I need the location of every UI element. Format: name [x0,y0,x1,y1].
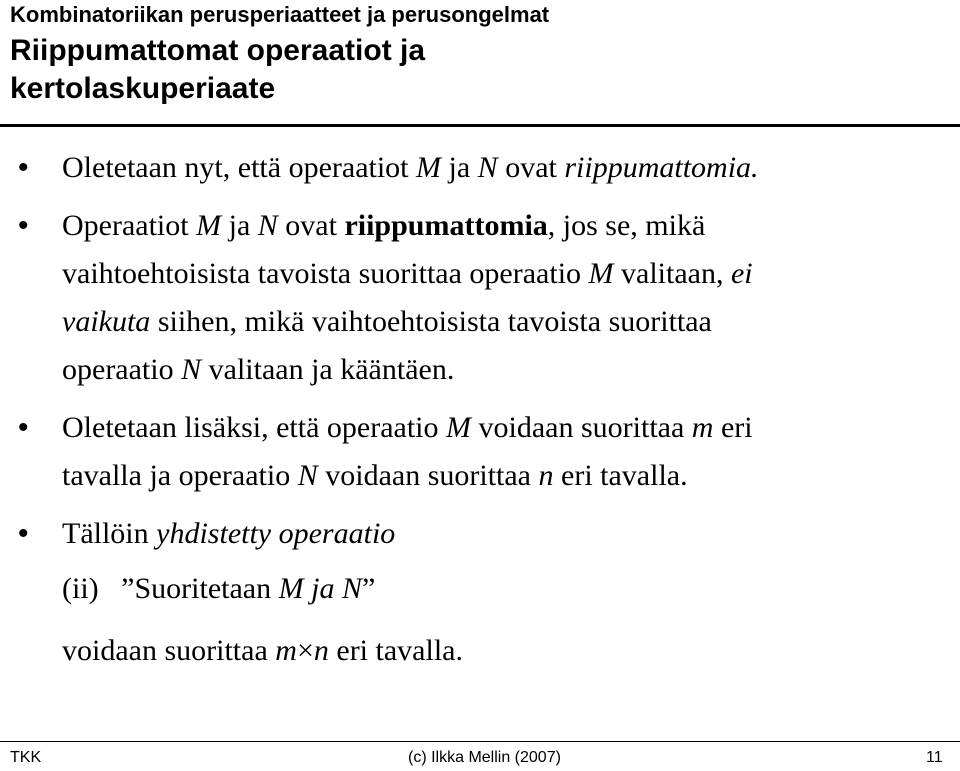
bullet-dot-icon: • [18,411,29,444]
bullet2-line1: Operaatiot M ja N ovat riippumattomia, jos se, mikä [62,209,706,242]
slide-body [0,144,960,682]
conclusion-line: voidaan suorittaa m×n eri tavalla. [62,634,463,667]
footer-institution: TKK [10,749,42,766]
bullet-item-3 [0,404,960,500]
bullet3-line2: tavalla ja operaatio N voidaan suorittaa n eri tavalla. [62,459,688,492]
operation-definition: (ii) ”Suoritetaan M ja N” [62,572,376,605]
footer-copyright: (c) Ilkka Mellin (2007) [408,749,561,766]
slide-title-line1: Riippumattomat operaatiot ja [10,34,426,67]
slide-title-line2: kertolaskuperiaate [10,72,276,105]
page-number: 11 [926,749,943,766]
bullet-dot-icon: • [18,151,29,184]
bullet-item-4 [0,510,960,558]
bullet-item-1 [0,144,960,192]
bullet2-line2: vaihtoehtoisista tavoista suorittaa operaatio M valitaan, ei [62,257,753,290]
bullet4-line1: Tällöin yhdistetty operaatio [62,517,396,550]
bullet-dot-icon: • [18,209,29,242]
footer-divider [0,741,960,742]
slide-title [10,32,425,108]
bullet-dot-icon: • [18,517,29,550]
bullet3-line1: Oletetaan lisäksi, että operaatio M voidaan suorittaa m eri [62,411,753,444]
bullet2-line3: vaikuta siihen, mikä vaihtoehtoisista tavoista suorittaa [62,305,712,338]
header-divider [0,124,960,127]
operation-label: (ii) [62,572,99,605]
course-header: Kombinatoriikan perusperiaatteet ja perusongelmat [10,2,550,27]
bullet1-line1: Oletetaan nyt, että operaatiot M ja N ovat riippumattomia. [62,151,759,184]
bullet-item-2 [0,202,960,394]
bullet2-line4: operaatio N valitaan ja kääntäen. [62,353,455,386]
